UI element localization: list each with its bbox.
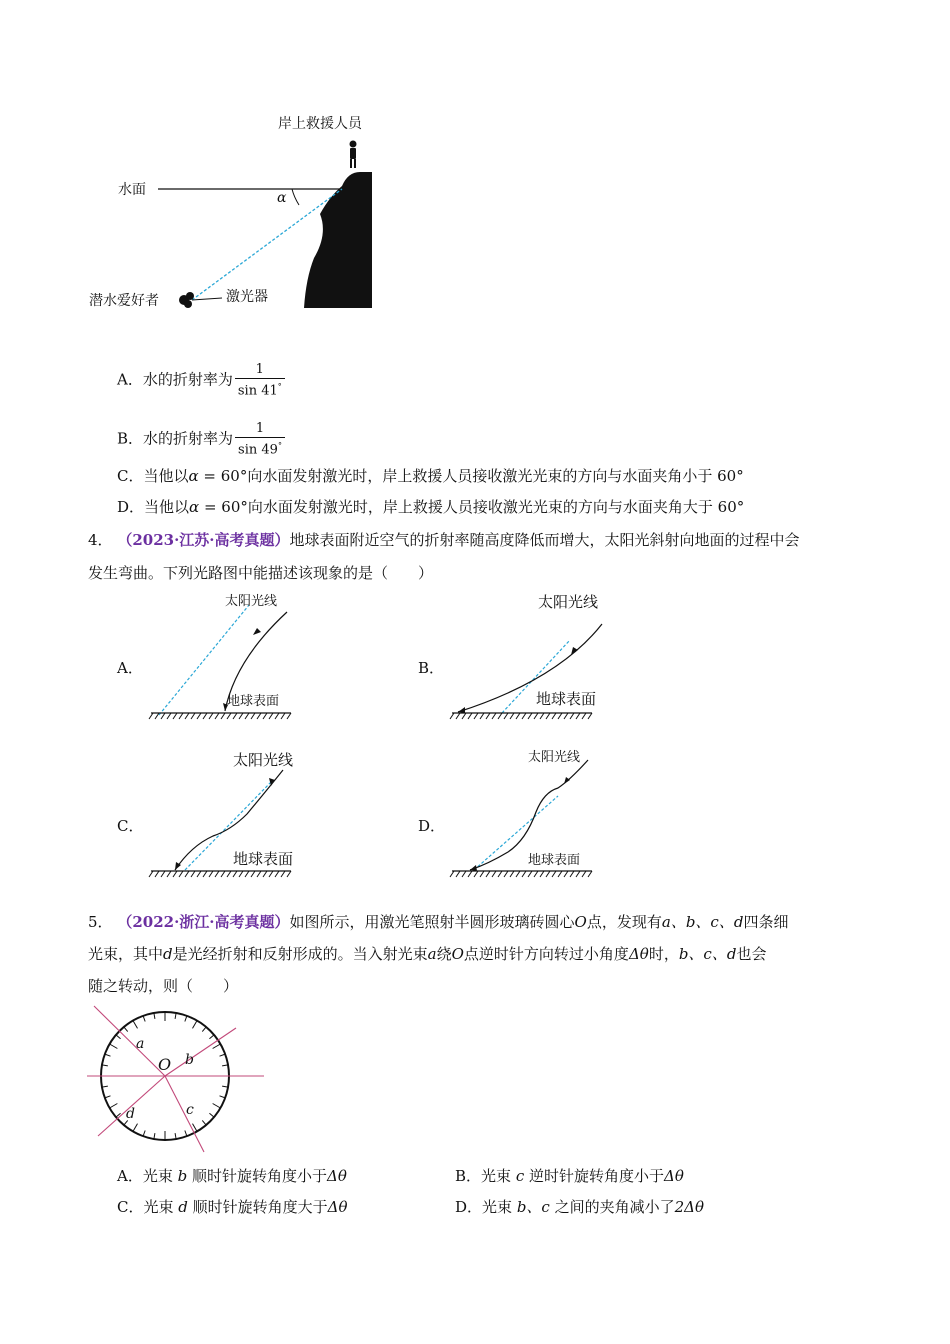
circle-tick — [110, 1104, 118, 1109]
beam-symbol: b、c — [516, 1198, 550, 1216]
circle-tick — [154, 1013, 155, 1019]
stem-text: 光束，其中 — [88, 945, 164, 963]
fraction-denominator-text: sin 49 — [238, 442, 278, 458]
symbol-O: O — [451, 945, 464, 963]
circle-tick — [116, 1035, 121, 1039]
alpha-symbol: α — [189, 498, 200, 516]
delta-theta: Δθ — [628, 945, 649, 963]
stem-text: 是光经折射和反射形成的。当入射光束 — [172, 945, 428, 963]
fraction — [235, 421, 285, 458]
circle-tick — [185, 1131, 187, 1137]
q5-stem-line3: 随之转动，则（ ） — [88, 977, 239, 995]
ground-label: 地球表面 — [536, 690, 597, 708]
option-letter: C． — [117, 467, 144, 485]
beam-symbol: b — [177, 1167, 188, 1185]
q4-stem-line2: 发生弯曲。下列光路图中能描述该现象的是（ ） — [88, 564, 434, 582]
circle-tick — [102, 1086, 108, 1087]
q5-option-a[interactable] — [117, 1166, 347, 1186]
circle-tick — [213, 1104, 221, 1109]
option-text: 水的折射率为 — [142, 370, 233, 389]
laser-label: 激光器 — [226, 289, 268, 305]
option-letter: B． — [117, 429, 144, 448]
option-text: 水的折射率为 — [143, 429, 234, 448]
option-letter: D． — [418, 817, 446, 835]
circle-tick — [222, 1065, 228, 1066]
option-letter: C． — [117, 1198, 144, 1216]
sunlight-label: 太阳光线 — [538, 593, 599, 611]
water-label: 水面 — [118, 182, 146, 198]
circle-tick — [222, 1086, 228, 1087]
angle-amount: Δθ — [327, 1167, 347, 1185]
question-number: 5． — [88, 913, 113, 931]
degree-mark: ° — [277, 441, 282, 450]
option-text: 光束 — [481, 1167, 516, 1185]
angle-amount: Δθ — [664, 1167, 684, 1185]
circle-tick — [154, 1133, 155, 1139]
alpha-arc — [292, 189, 299, 205]
q5-option-b[interactable] — [455, 1166, 684, 1186]
beam-list: b、c、d — [678, 945, 737, 963]
circle-tick — [124, 1027, 128, 1032]
laser-leader — [192, 298, 222, 300]
beam-a: a — [427, 945, 437, 963]
sunlight-label: 太阳光线 — [233, 751, 294, 769]
circle-tick — [175, 1013, 176, 1019]
circle-tick — [105, 1054, 111, 1056]
circle-tick — [209, 1113, 214, 1117]
alpha-symbol: α — [188, 467, 199, 485]
diver-figure — [179, 292, 194, 308]
rescuer-label: 岸上救援人员 — [278, 116, 362, 132]
circle-tick — [220, 1054, 226, 1056]
circle-tick — [102, 1065, 108, 1066]
option-text-post: = 60°向水面发射激光时，岸上救援人员接收激光光束的方向与水面夹角大于 60° — [199, 498, 745, 516]
label-O: O — [158, 1055, 172, 1074]
q4-option-c[interactable] — [117, 748, 317, 883]
q5-diagram — [84, 1002, 268, 1154]
q5-figure — [84, 1002, 268, 1154]
q3-option-d[interactable] — [117, 497, 744, 517]
circle-tick — [185, 1016, 187, 1022]
alpha-label: α — [277, 190, 287, 206]
option-text-pre: 当他以 — [143, 467, 189, 485]
option-text: 顺时针旋转角度小于 — [187, 1167, 328, 1185]
q4-option-b[interactable] — [418, 590, 618, 725]
option-text: 之间的夹角减小了 — [549, 1198, 675, 1216]
fraction-denominator-text: sin 41 — [237, 383, 278, 399]
option-letter: B． — [455, 1167, 482, 1185]
source-tag: （2022·浙江·高考真题） — [117, 913, 290, 931]
q4-option-d[interactable] — [418, 748, 618, 883]
q5-option-d[interactable] — [455, 1197, 704, 1217]
stem-text: 也会 — [736, 945, 767, 963]
q3-option-c[interactable] — [117, 466, 744, 486]
circle-tick — [202, 1027, 206, 1032]
beam-symbol: c — [515, 1167, 525, 1185]
symbol-O: O — [574, 913, 587, 931]
stem-text: 四条细 — [743, 913, 789, 931]
circle-tick — [175, 1133, 176, 1139]
fraction-numerator: 1 — [235, 421, 285, 438]
circle-tick — [133, 1124, 138, 1132]
ground-label: 地球表面 — [227, 694, 280, 709]
ground-label: 地球表面 — [233, 850, 294, 868]
label-a: a — [136, 1036, 145, 1052]
q5-stem-line2 — [88, 944, 766, 964]
option-text-post: = 60°向水面发射激光时，岸上救援人员接收激光光束的方向与水面夹角小于 60° — [198, 467, 744, 485]
stem-text: 绕 — [436, 945, 452, 963]
option-text: 逆时针旋转角度小于 — [524, 1167, 664, 1185]
q3-option-b[interactable] — [117, 421, 285, 458]
circle-tick — [110, 1044, 118, 1049]
circle-tick — [220, 1096, 226, 1098]
q5-option-c[interactable] — [117, 1197, 348, 1217]
option-letter: A． — [117, 659, 143, 677]
circle-tick — [202, 1120, 206, 1125]
option-text: 光束 — [482, 1198, 517, 1216]
label-b: b — [185, 1052, 194, 1068]
label-c: c — [186, 1102, 194, 1118]
circle-tick — [105, 1096, 111, 1098]
option-letter: A． — [117, 370, 143, 389]
rescuer-figure — [350, 141, 357, 169]
q4-option-a[interactable] — [117, 590, 317, 725]
sunlight-label: 太阳光线 — [225, 594, 278, 609]
ground-hatch — [149, 713, 291, 719]
beam-d: d — [163, 945, 173, 963]
angle-amount: Δθ — [327, 1198, 348, 1216]
q3-option-a[interactable] — [117, 362, 285, 399]
stem-text: 地球表面附近空气的折射率随高度降低而增大，太阳光斜射向地面的过程中会 — [289, 531, 800, 549]
option-text-pre: 当他以 — [144, 498, 190, 516]
q4-stem-line1 — [88, 530, 800, 550]
circle-tick — [209, 1035, 214, 1039]
diver-label: 潜水爱好者 — [89, 293, 159, 309]
circle-tick — [143, 1131, 145, 1137]
stem-text: 点，发现有 — [586, 913, 662, 931]
angle-amount: 2Δθ — [674, 1198, 705, 1216]
option-text: 光束 — [142, 1167, 178, 1185]
stem-text: 如图所示，用激光笔照射半圆形玻璃砖圆心 — [289, 913, 575, 931]
question-number: 4． — [88, 531, 113, 549]
option-text: 光束 — [143, 1198, 179, 1216]
fraction-numerator: 1 — [235, 362, 285, 379]
beam-list: a、b、c、d — [661, 913, 744, 931]
sunlight-label: 太阳光线 — [528, 750, 581, 765]
option-text: 顺时针旋转角度大于 — [187, 1198, 328, 1216]
degree-mark: ° — [277, 382, 282, 391]
option-letter: B． — [418, 659, 445, 677]
source-tag: （2023·江苏·高考真题） — [117, 531, 290, 549]
circle-tick — [133, 1021, 138, 1029]
fraction-denominator — [235, 379, 285, 399]
option-letter: A． — [117, 1167, 143, 1185]
circle-tick — [213, 1044, 221, 1049]
stem-text: 点逆时针方向转过小角度 — [463, 945, 629, 963]
option-letter: D． — [455, 1198, 483, 1216]
fraction-denominator — [235, 438, 285, 458]
label-d: d — [126, 1106, 135, 1122]
circle-tick — [193, 1021, 198, 1029]
option-letter: C． — [117, 817, 144, 835]
stem-text: 时， — [648, 945, 679, 963]
q5-stem-line1 — [88, 912, 788, 932]
option-letter: D． — [117, 498, 145, 516]
q3-figure — [80, 110, 400, 320]
beam-symbol: d — [178, 1198, 188, 1216]
circle-tick — [143, 1016, 145, 1022]
fraction — [235, 362, 285, 399]
ground-label: 地球表面 — [528, 853, 581, 868]
